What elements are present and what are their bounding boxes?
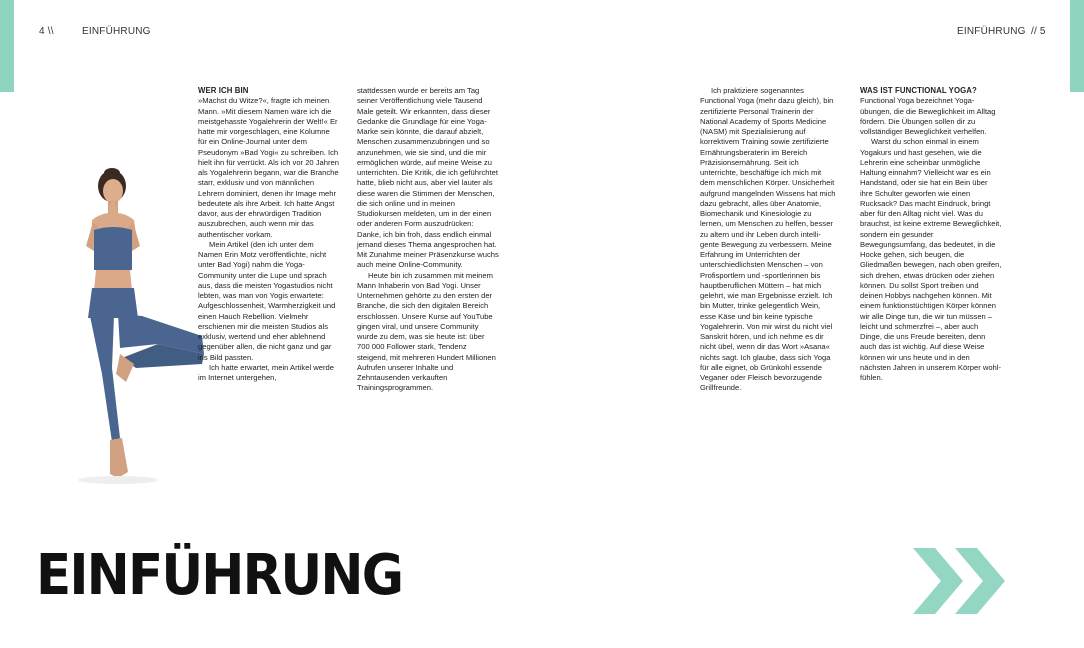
right-page-number: // 5 bbox=[1031, 26, 1046, 37]
section-heading-wer-ich-bin: WER ICH BIN bbox=[198, 86, 249, 95]
double-chevron-right-icon bbox=[913, 548, 1009, 614]
text-column-4 bbox=[860, 86, 1002, 383]
paragraph: Heute bin ich zusammen mit meinem Mann Inhaberin von Bad Yogi. Unser Unternehmen gehörte zu den ersten der Branche, die sich den digitalen Bereich erschlossen. Unsere Kurse auf YouTube gingen viral, und unsere Community wurde zu dem, was sie heute ist: über 700 000 Follower stark, Tendenz steigend, mit mehreren Hundert Millionen Aufrufen unserer Inhalte und Zehntausenden verkauften Trainingsprogrammen. bbox=[357, 270, 496, 393]
left-running-title: EINFÜHRUNG bbox=[82, 26, 151, 37]
text-column-1 bbox=[198, 86, 340, 383]
right-running-title: EINFÜHRUNG bbox=[957, 26, 1026, 37]
right-accent-tab bbox=[1070, 0, 1084, 92]
paragraph: stattdessen wurde er bereits am Tag seiner Veröffentlichung viele Tausend Male geteilt. Wir erkannten, dass dieser Gedanke die Grundlage für eine Yoga-Marke sein könnte, die darauf abzielt, Menschen zusammenzubringen und so anzunehmen, wie sie sind, und die mir ermöglichen würde, auf meine Weise zu unterrichten. Die Kritik, die ich geführchtet hatte, blieb nicht aus, aber viel lauter als diese waren die Stimmen der Menschen, die sich online und in meinen Studiokursen meldeten, um in der einen oder anderen Form auszudrücken: Danke, ich bin froh, dass endlich einmal jemand dieses Thema angesprochen hat. Mit Zunahme meiner Präsenzkurse wuchs auch meine Online-Community. bbox=[357, 86, 499, 270]
paragraph: Mein Artikel (den ich unter dem Namen Erin Motz veröffentlichte, nicht unter Bad Yogi) nahm die Yoga-Community unter die Lupe und sprach aus, dass die meisten Yogastudios nicht lebten, was man von Yogis erwartete: Aufgeschlossenheit, Warmherzigkeit und einen Hauch Rebellion. Vielmehr erschienen mir die meisten Studios als exklusiv, wertend und eher ablehnend gegenüber allen, die nicht ganz und gar ins Bild passten. bbox=[198, 239, 336, 362]
chapter-title: EINFÜHRUNG bbox=[36, 543, 403, 608]
yoga-tree-pose-figure bbox=[62, 168, 206, 486]
paragraph: Ich praktiziere sogenanntes Functional Yoga (mehr dazu gleich), bin zertifizierte Personal Trainerin der National Academy of Sports Medicine (NASM) mit Spezialisierung auf korrektivem Training sowie zertifizierte Ernährungsberaterin im Bereich Präzisionsernährung. Seit ich unterrichte, beschäftige ich mich mit dem menschlichen Körper. Unsicherheit aufgrund mangelnden Wissens hat mich dazu gebracht, alles über Anatomie, Biomechanik und Kinesiologie zu lernen, um Menschen zu helfen, besser zu altern und ihr Leben durch intelligente Bewegung zu verbessern. Meine Erfahrung im Unterrichten der unterschiedlichsten Menschen – von Profisportlern und -sportlerinnen bis hauptberuflichen Müttern – hat mich gelehrt, wie man Ergebnisse erzielt. Ich bin Mutter, trinke gelegentlich Wein, esse Käse und bin keine typische Yogalehrerin. Von mir wirst du nicht viel Sanskrit hören, und ich nehme es dir nicht übel, wenn dir das Wort »Asana« nichts sagt. Ich glaube, dass sich Yoga für alle eignet, ob Grünkohl essende Veganer oder Fleisch bevorzugende Grillfreunde. bbox=[700, 86, 836, 393]
paragraph: Warst du schon einmal in einem Yogakurs und hast gesehen, wie die Lehrerin eine scheinbar unmögliche Haltung einnahm? Vielleicht war es ein Handstand, oder sie hat ein Bein über ihre Schulter geworfen wie einen Rucksack? Das macht Eindruck, bringt aber für den Alltag nicht viel. Was du brauchst, ist keine extreme Beweglichkeit, sondern ein gesunder Bewegungsumfang, das bedeutet, in die Hocke gehen, sich beugen, die Gliedmaßen bewegen, nach oben greifen, sich drehen, etwas drücken oder ziehen können. Du sollst Sport treiben und deinen Hobbys nachgehen können. Mit einem funktionstüchtigen Körper können wir alle Dinge tun, die wir tun müssen – leicht und schmerzfrei –, aber auch Dinge, die uns Freude bereiten, denn auch das ist wichtig. Auf diese Weise können wir uns heute und in den nächsten Jahren in unserem Körper wohlfühlen. bbox=[860, 137, 1002, 382]
paragraph: Ich hatte erwartet, mein Artikel werde im Internet untergehen, bbox=[198, 362, 334, 382]
left-accent-tab bbox=[0, 0, 14, 92]
left-page-number: 4 \\ bbox=[39, 26, 54, 37]
paragraph: Functional Yoga bezeichnet Yogaübungen, die die Beweglichkeit im Alltag fördern. Die Übungen sollen dir zu vollständiger Beweglichkeit verhelfen. bbox=[860, 96, 996, 136]
section-heading-functional-yoga: WAS IST FUNCTIONAL YOGA? bbox=[860, 86, 977, 95]
paragraph: »Machst du Witze?«, fragte ich meinen Mann. »Mit diesem Namen wäre ich die meistgehasste Yogalehrerin der Welt!« Er hatte mir vorgeschlagen, eine Kolumne für ein Online-Journal unter dem Pseudonym »Bad Yogi« zu schreiben. Ich hielt ihn für verrückt. Als ich vor 20 Jahren als Yogalehrerin begann, war die Branche starr, exklusiv und von männlichen Lehrern dominiert, denen ihr Image mehr bedeutete als ihre Arbeit. Ich hatte Angst davor, aus der ehrwürdigen Tradition auszubrechen, auch wenn mir das authentischer vorkam. bbox=[198, 96, 339, 239]
text-column-2 bbox=[357, 86, 499, 394]
text-column-3 bbox=[700, 86, 836, 394]
